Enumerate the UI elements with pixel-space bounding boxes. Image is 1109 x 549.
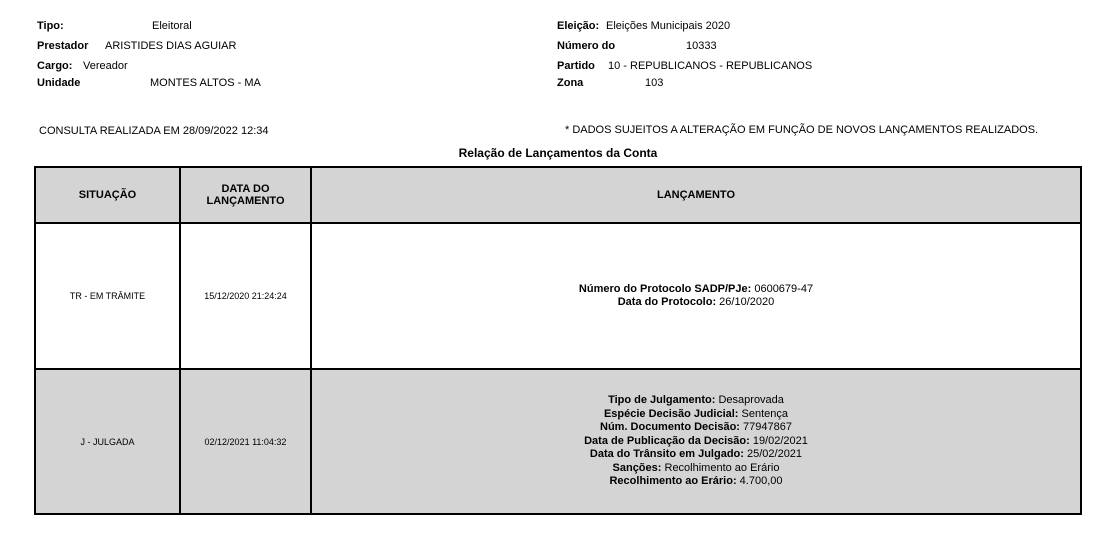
- report-title: Relação de Lançamentos da Conta: [458, 146, 658, 160]
- detail-value: 25/02/2021: [743, 448, 803, 461]
- column-header-lancamento: LANÇAMENTO: [656, 189, 735, 201]
- lancamentos-table: [34, 166, 1082, 515]
- row-data-lancamento: 02/12/2021 11:04:32: [204, 436, 287, 447]
- prestador-label: Prestador: [37, 40, 89, 52]
- numero-label: Número do: [557, 40, 616, 52]
- detail-line: [584, 408, 808, 422]
- cargo-label: Cargo:: [37, 60, 73, 72]
- eleicao-label: Eleição:: [557, 20, 600, 32]
- consulta-timestamp: CONSULTA REALIZADA EM 28/09/2022 12:34: [39, 125, 269, 137]
- column-header-data: [181, 168, 310, 222]
- detail-value: 26/10/2020: [716, 296, 775, 308]
- detail-label: Espécie Decisão Judicial:: [603, 407, 739, 420]
- detail-label: Data do Trânsito em Julgado:: [589, 448, 744, 461]
- disclaimer-note: * DADOS SUJEITOS A ALTERAÇÃO EM FUNÇÃO DE NOVOS LANÇAMENTOS REALIZADOS.: [565, 124, 1039, 136]
- unidade-label: Unidade: [37, 77, 81, 89]
- row-lancamento-details: [312, 224, 1080, 368]
- table-row: [36, 370, 1080, 513]
- detail-line: [584, 394, 808, 408]
- cargo-value: Vereador: [83, 60, 128, 72]
- column-header-data-line2: LANÇAMENTO: [206, 195, 285, 207]
- detail-line: [579, 296, 813, 310]
- detail-label: Recolhimento ao Erário:: [609, 475, 737, 488]
- column-divider: [310, 168, 312, 513]
- detail-label: Número do Protocolo SADP/PJe:: [578, 282, 752, 295]
- eleicao-value: Eleições Municipais 2020: [606, 20, 731, 32]
- prestador-value: ARISTIDES DIAS AGUIAR: [105, 40, 237, 52]
- detail-value: 0600679-47: [751, 282, 814, 295]
- tipo-label: Tipo:: [37, 20, 64, 32]
- column-header-situacao: SITUAÇÃO: [78, 189, 137, 201]
- table-row: [36, 224, 1080, 370]
- table-header: [36, 168, 1080, 224]
- zona-value: 103: [645, 77, 664, 89]
- detail-value: Sentença: [738, 407, 789, 420]
- detail-label: Data de Publicação da Decisão:: [584, 434, 750, 447]
- tipo-value: Eleitoral: [152, 20, 192, 32]
- detail-value: 77947867: [739, 421, 792, 434]
- detail-value: Desaprovada: [715, 394, 784, 407]
- detail-label: Tipo de Julgamento:: [608, 394, 716, 407]
- row-situacao: J - JULGADA: [80, 436, 135, 447]
- partido-label: Partido: [557, 60, 595, 72]
- detail-label: Núm. Documento Decisão:: [600, 421, 740, 434]
- detail-value: 4.700,00: [736, 475, 783, 488]
- detail-value: Recolhimento ao Erário: [661, 461, 780, 474]
- row-data-lancamento: 15/12/2020 21:24:24: [204, 291, 287, 301]
- detail-line: [584, 448, 808, 462]
- detail-value: 19/02/2021: [749, 434, 808, 447]
- unidade-value: MONTES ALTOS - MA: [150, 77, 261, 89]
- partido-value: 10 - REPUBLICANOS - REPUBLICANOS: [608, 60, 813, 72]
- row-situacao: TR - EM TRÂMITE: [69, 291, 146, 301]
- detail-line: [584, 462, 808, 476]
- detail-line: [584, 435, 808, 449]
- zona-label: Zona: [557, 77, 584, 89]
- row-lancamento-details: [312, 370, 1080, 513]
- column-divider: [179, 168, 181, 513]
- detail-line: [584, 475, 808, 489]
- detail-label: Data do Protocolo:: [617, 296, 717, 308]
- column-header-data-line1: DATA DO: [221, 183, 270, 195]
- detail-line: [579, 283, 813, 297]
- numero-value: 10333: [686, 40, 717, 52]
- detail-line: [584, 421, 808, 435]
- detail-label: Sanções:: [612, 461, 662, 474]
